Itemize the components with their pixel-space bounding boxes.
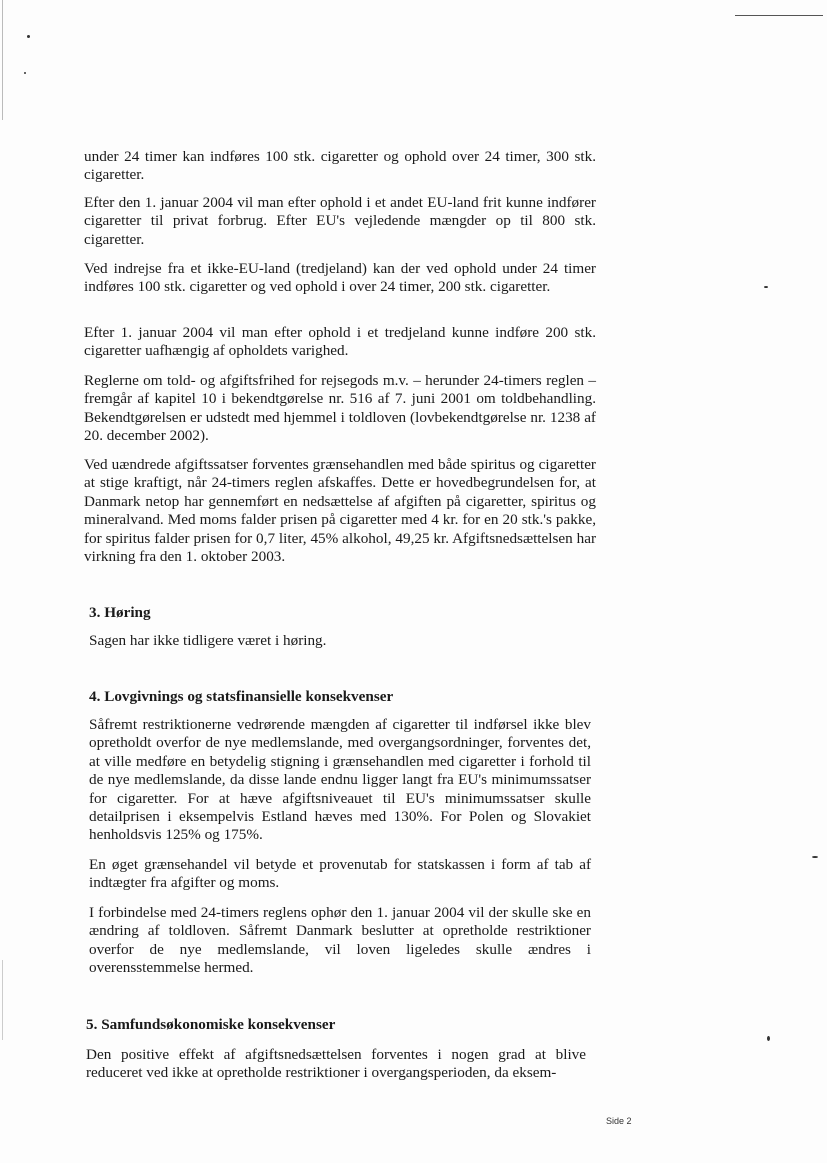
paragraph: Reglerne om told- og afgiftsfrihed for rejsegods m.v. – herunder 24-timers reglen – fremgår af kapitel 10 i bekendtgørelse nr. 516 af 7. juni 2001 om toldbehandling. Bekendtgørelsen er udstedt med hjemmel i toldloven (lovbekendtgørelse nr. 1238 af 20. december 2002). xyxy=(84,372,596,445)
paragraph: Såfremt restriktionerne vedrørende mængden af cigaretter til indførsel ikke blev opretholdt overfor de nye medlemslande, med overgangsordninger, forventes det, at ville medføre en betydelig stigning i grænsehandlen med cigaretter i forhold til de nye medlemslande, da disse lande endnu ligger langt fra EU's minimumssatser for cigaretter. For at hæve afgiftsniveauet til EU's minimumssatser skulle detailprisen i eksempelvis Estland hæves med 130%. For Polen og Slovakiet henholdsvis 125% og 175%. xyxy=(89,716,591,844)
paragraph: Den positive effekt af afgiftsnedsættelsen forventes i nogen grad at blive reduceret ved ikke at opretholde restriktioner i overgangsperioden, da eksem- xyxy=(86,1046,586,1082)
scan-speck xyxy=(24,72,26,74)
scan-speck xyxy=(767,1036,770,1041)
section-heading: 5. Samfundsøkonomiske konsekvenser xyxy=(86,1016,336,1033)
scan-speck xyxy=(812,856,818,858)
paragraph: Ved indrejse fra et ikke-EU-land (tredjeland) kan der ved ophold under 24 timer indføres 100 stk. cigaretter og ved ophold i over 24 timer, 200 stk. cigaretter. xyxy=(84,260,596,296)
paragraph: Sagen har ikke tidligere været i høring. xyxy=(89,632,327,649)
scan-speck xyxy=(27,35,30,38)
paragraph: I forbindelse med 24-timers reglens ophør den 1. januar 2004 vil der skulle ske en ændring af toldloven. Såfremt Danmark beslutter at opretholde restriktioner overfor de nye medlemslande, vil loven ligeledes skulle ændres i overensstemmelse hermed. xyxy=(89,904,591,977)
paragraph: Ved uændrede afgiftssatser forventes grænsehandlen med både spiritus og cigaretter at stige kraftigt, når 24-timers reglen afskaffes. Dette er hovedbegrundelsen for, at Danmark netop har gennemført en nedsættelse af afgiften på cigaretter, spiritus og mineralvand. Med moms falder prisen på cigaretter med 4 kr. for en 20 stk.'s pakke, for spiritus falder prisen for 0,7 liter, 45% alkohol, 49,25 kr. Afgiftsnedsættelsen har virkning fra den 1. oktober 2003. xyxy=(84,456,596,566)
scan-edge xyxy=(2,0,3,1163)
section-heading: 4. Lovgivnings og statsfinansielle konsekvenser xyxy=(89,688,394,705)
paragraph: Efter 1. januar 2004 vil man efter ophold i et tredjeland kunne indføre 200 stk. cigaretter uafhængig af opholdets varighed. xyxy=(84,324,596,360)
paragraph: under 24 timer kan indføres 100 stk. cigaretter og ophold over 24 timer, 300 stk. cigaretter. xyxy=(84,148,596,184)
top-rule xyxy=(735,15,823,16)
scan-speck xyxy=(764,286,768,288)
page-number: Side 2 xyxy=(606,1116,632,1126)
paragraph: En øget grænsehandel vil betyde et provenutab for statskassen i form af tab af indtægter fra afgifter og moms. xyxy=(89,856,591,892)
section-heading: 3. Høring xyxy=(89,604,151,621)
paragraph: Efter den 1. januar 2004 vil man efter ophold i et andet EU-land frit kunne indfører cigaretter til privat forbrug. Efter EU's vejledende mængder op til 800 stk. cigaretter. xyxy=(84,194,596,248)
